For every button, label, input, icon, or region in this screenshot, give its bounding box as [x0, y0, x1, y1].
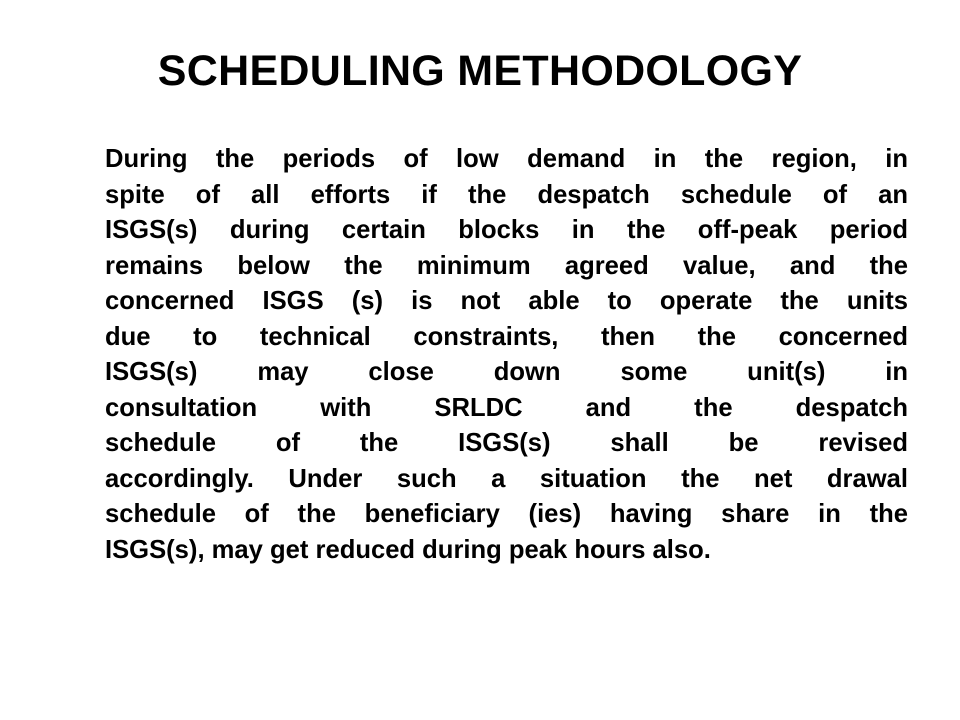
body-line: During the periods of low demand in the region, in — [105, 145, 908, 173]
body-line: ISGS(s) during certain blocks in the off-peak period — [105, 216, 908, 244]
body-line: schedule of the beneficiary (ies) having share in the — [105, 500, 908, 528]
body-line: schedule of the ISGS(s) shall be revised — [105, 429, 908, 457]
body-line: ISGS(s), may get reduced during peak hours also. — [105, 535, 711, 564]
body-line: concerned ISGS (s) is not able to operate the units — [105, 287, 908, 315]
body-line: spite of all efforts if the despatch schedule of an — [105, 180, 908, 209]
slide-title: SCHEDULING METHODOLOGY — [157, 47, 803, 95]
body-line: ISGS(s) may close down some unit(s) in — [105, 358, 908, 386]
slide-body-paragraph — [105, 142, 908, 568]
body-line: due to technical constraints, then the concerned — [105, 322, 908, 351]
body-line: accordingly. Under such a situation the net drawal — [105, 464, 908, 493]
body-line: remains below the minimum agreed value, and the — [105, 251, 908, 280]
body-line: consultation with SRLDC and the despatch — [105, 393, 908, 422]
